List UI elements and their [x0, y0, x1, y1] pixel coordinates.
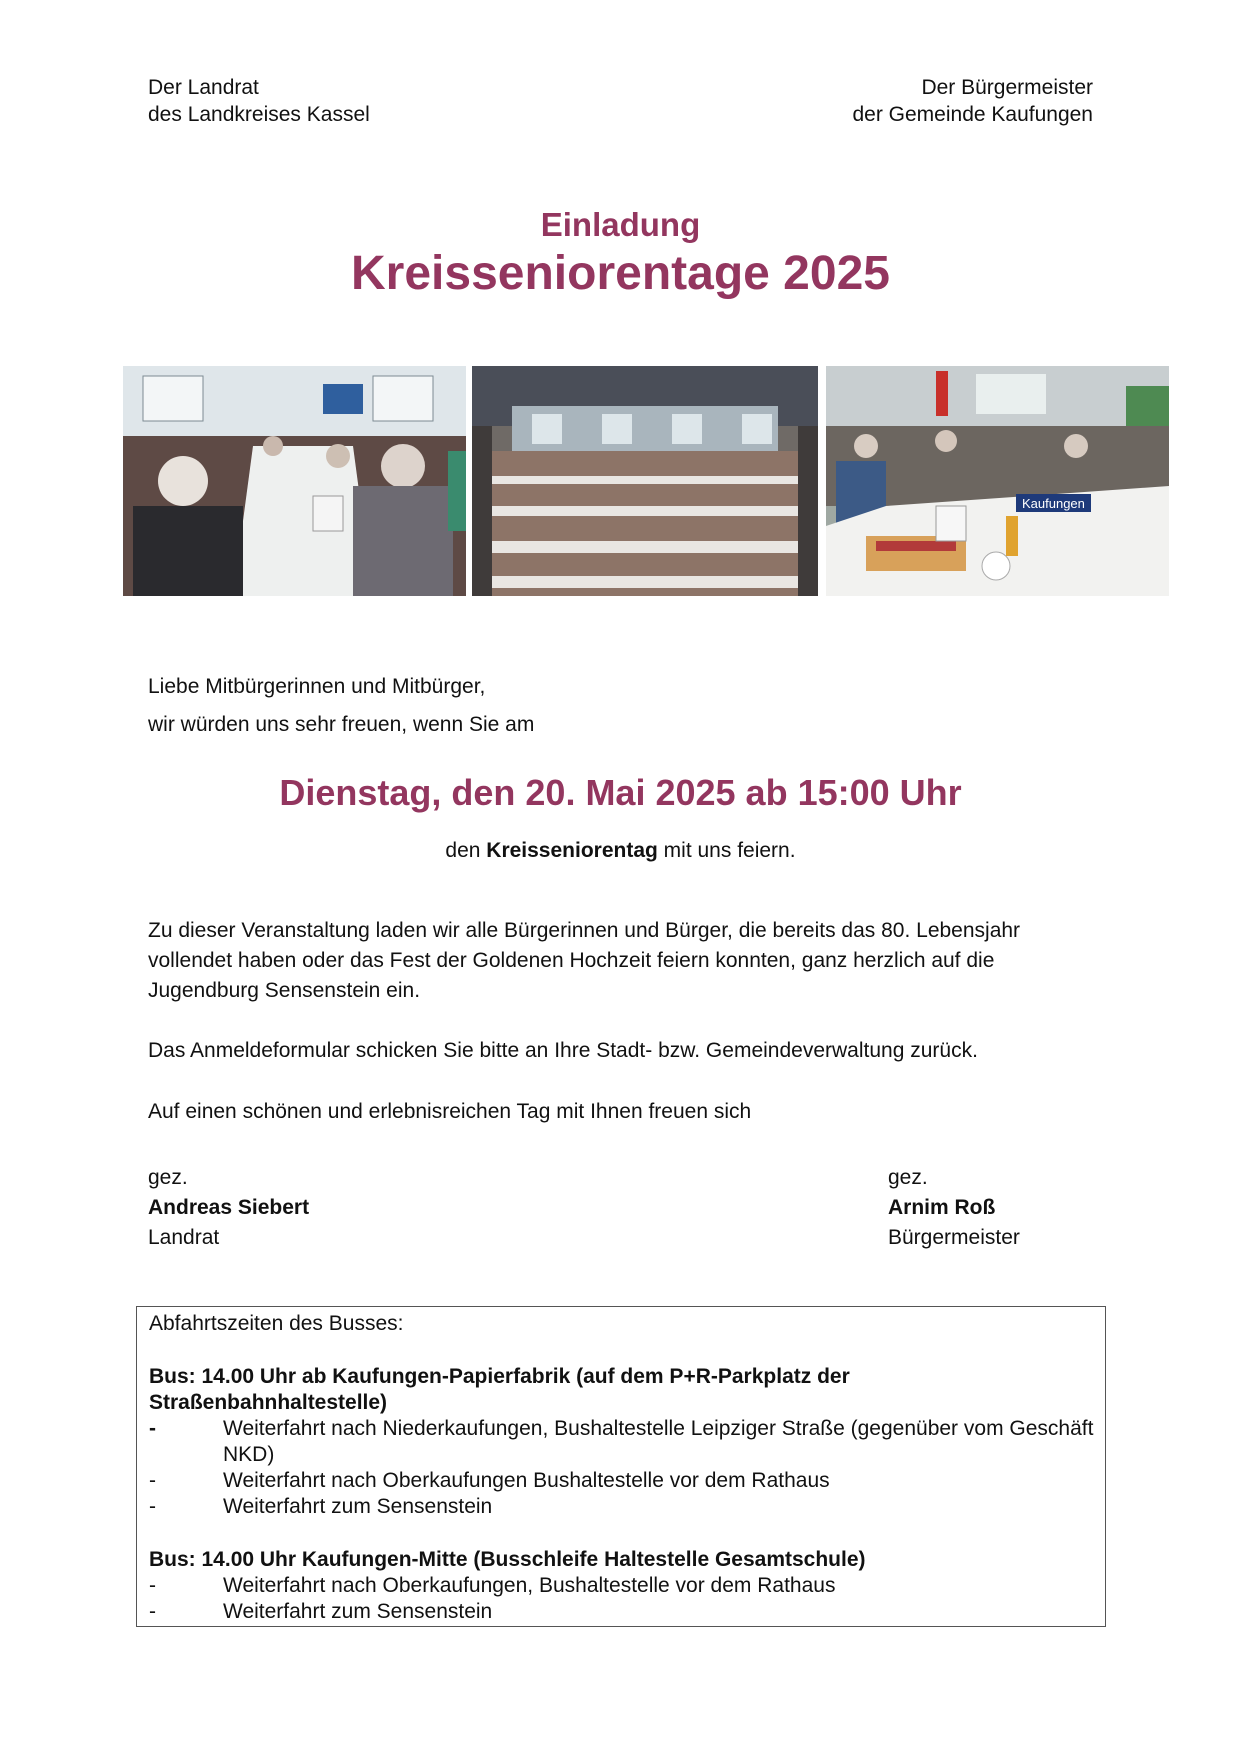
stop-dash: -	[149, 1574, 156, 1597]
sender-buergermeister	[852, 74, 1093, 128]
sender-landrat	[148, 74, 370, 128]
paragraph-closing: Auf einen schönen und erlebnisreichen Tag mit Ihnen freuen sich	[148, 1100, 752, 1123]
signature-landrat-role: Landrat	[148, 1226, 220, 1249]
signature-buergermeister-prefix: gez.	[888, 1166, 928, 1189]
sender-landrat-line-1: Der Landrat	[148, 76, 259, 99]
bus-schedule-heading: Abfahrtszeiten des Busses:	[149, 1312, 404, 1335]
celebrate-pre: den	[445, 839, 487, 862]
greeting: Liebe Mitbürgerinnen und Mitbürger,	[148, 675, 486, 698]
signature-buergermeister	[888, 1163, 1020, 1253]
bus-stop	[149, 1494, 1105, 1520]
invitation-label: Einladung	[540, 206, 701, 243]
intro-sentence: wir würden uns sehr freuen, wenn Sie am	[148, 713, 535, 736]
photo-cake-table	[826, 366, 1169, 596]
sender-landrat-line-2: des Landkreises Kassel	[148, 103, 370, 126]
stop-dash: -	[149, 1600, 156, 1623]
photo-seniors-at-table	[123, 366, 466, 596]
bus-stop-text: Weiterfahrt nach Niederkaufungen, Bushaltestelle Leipziger Straße (gegenüber vom Geschäft NKD)	[223, 1417, 1094, 1466]
celebrate-post: mit uns feiern.	[657, 839, 796, 862]
bus-stop-text: Weiterfahrt zum Sensenstein	[223, 1600, 493, 1623]
stop-dash: -	[149, 1495, 156, 1518]
bus-stop-text: Weiterfahrt nach Oberkaufungen Bushaltestelle vor dem Rathaus	[223, 1469, 830, 1492]
bus-stop	[149, 1573, 1105, 1599]
bus-stop	[149, 1599, 1105, 1625]
event-date: Dienstag, den 20. Mai 2025 ab 15:00 Uhr	[279, 772, 962, 813]
kaufungen-sign-text: Kaufungen	[1022, 496, 1085, 511]
bus-stop-text: Weiterfahrt zum Sensenstein	[223, 1495, 493, 1518]
sender-buergermeister-line-2: der Gemeinde Kaufungen	[852, 103, 1093, 126]
bus-route-title: Bus: 14.00 Uhr ab Kaufungen-Papierfabrik (auf dem P+R-Parkplatz der Straßenbahnhaltestelle)	[149, 1365, 850, 1414]
celebrate-line	[0, 839, 1241, 863]
signature-buergermeister-role: Bürgermeister	[888, 1226, 1020, 1249]
signature-landrat-name: Andreas Siebert	[148, 1196, 310, 1219]
bus-stop	[149, 1416, 1105, 1468]
stop-dash: -	[149, 1417, 156, 1440]
paragraph-invitation: Zu dieser Veranstaltung laden wir alle Bürgerinnen und Bürger, die bereits das 80. Lebensjahr vollendet haben oder das Fest der Goldenen Hochzeit feiern konnten, ganz herzlich auf die Jugendburg Sensenstein ein.	[148, 919, 1021, 1002]
bus-stop	[149, 1468, 1105, 1494]
celebrate-bold: Kreisseniorentag	[486, 839, 658, 862]
bus-route-title: Bus: 14.00 Uhr Kaufungen-Mitte (Busschleife Haltestelle Gesamtschule)	[149, 1548, 866, 1571]
signature-landrat-prefix: gez.	[148, 1166, 188, 1189]
photo-festival-hall	[472, 366, 818, 596]
sender-buergermeister-line-1: Der Bürgermeister	[921, 76, 1093, 99]
bus-schedule-box	[136, 1306, 1106, 1627]
event-title: Kreisseniorentage 2025	[351, 247, 890, 300]
bus-stop-text: Weiterfahrt nach Oberkaufungen, Bushaltestelle vor dem Rathaus	[223, 1574, 836, 1597]
signature-landrat	[148, 1163, 309, 1253]
paragraph-registration: Das Anmeldeformular schicken Sie bitte an Ihre Stadt- bzw. Gemeindeverwaltung zurück.	[148, 1039, 978, 1062]
signature-buergermeister-name: Arnim Roß	[888, 1196, 996, 1219]
stop-dash: -	[149, 1469, 156, 1492]
